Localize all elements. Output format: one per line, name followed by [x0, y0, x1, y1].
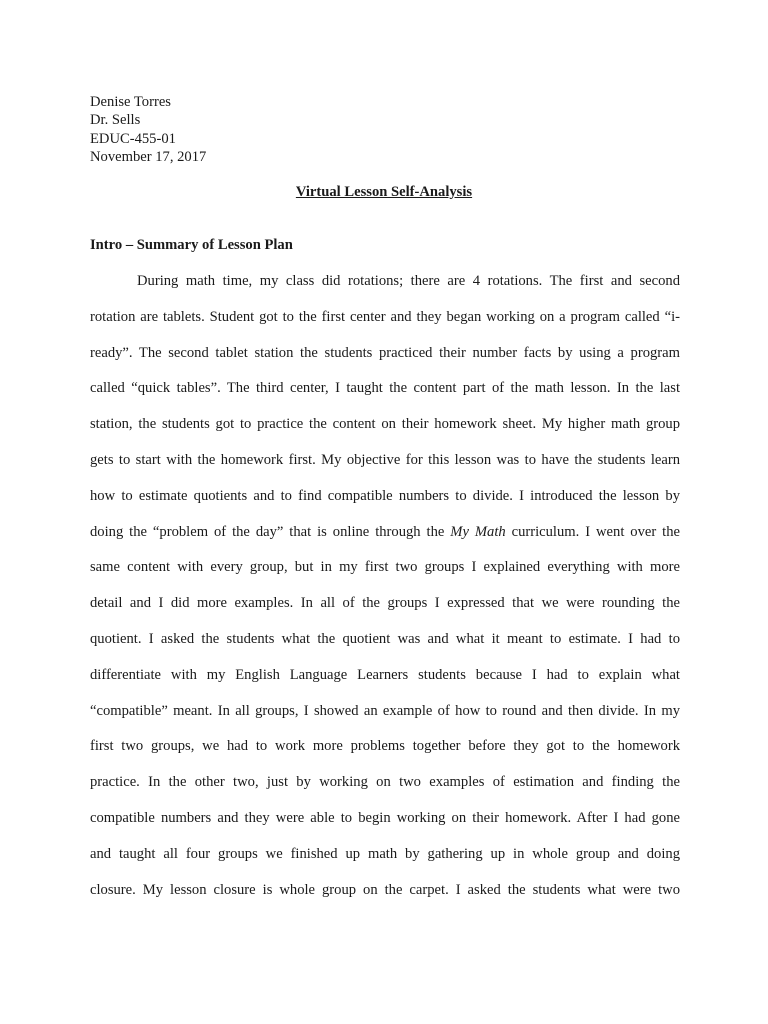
italic-text: My Math — [450, 523, 506, 540]
document-title: Virtual Lesson Self-Analysis — [295, 184, 473, 200]
body-line: called “quick tables”. The third center, I taught the content part of the math lesson. In the last — [90, 380, 680, 397]
body-line: practice. In the other two, just by working on two examples of estimation and finding the — [90, 774, 680, 791]
body-line: quotient. I asked the students what the quotient was and what it meant to estimate. I had to — [90, 630, 680, 647]
body-line: same content with every group, but in my first two groups I explained everything with more — [90, 559, 680, 576]
body-paragraph — [90, 270, 680, 914]
student-name: Denise Torres — [90, 94, 171, 110]
body-line: rotation are tablets. Student got to the first center and they began working on a program called “i- — [90, 308, 680, 325]
section-heading: Intro – Summary of Lesson Plan — [90, 237, 293, 253]
document-date: November 17, 2017 — [90, 148, 207, 165]
body-line: differentiate with my English Language Learners students because I had to explain what — [90, 666, 680, 683]
body-line: “compatible” meant. In all groups, I showed an example of how to round and then divide. In my — [90, 702, 680, 719]
course-code: EDUC-455-01 — [90, 130, 176, 147]
body-line: how to estimate quotients and to find compatible numbers to divide. I introduced the lesson by — [90, 487, 680, 504]
body-text-segment: curriculum. I went over the — [505, 523, 680, 540]
body-line: and taught all four groups we finished up math by gathering up in whole group and doing — [90, 845, 680, 862]
body-line: closure. My lesson closure is whole group on the carpet. I asked the students what were two — [90, 881, 680, 898]
body-line: compatible numbers and they were able to begin working on their homework. After I had gone — [90, 809, 680, 826]
body-line: gets to start with the homework first. My objective for this lesson was to have the students learn — [90, 451, 680, 468]
body-line: first two groups, we had to work more problems together before they got to the homework — [90, 738, 680, 755]
body-line: detail and I did more examples. In all of the groups I expressed that we were rounding the — [90, 595, 680, 612]
body-line: ready”. The second tablet station the students practiced their number facts by using a program — [90, 344, 680, 361]
body-line — [90, 521, 680, 557]
body-line: station, the students got to practice the content on their homework sheet. My higher math group — [90, 416, 680, 433]
body-text-segment: doing the “problem of the day” that is online through the — [90, 523, 451, 540]
instructor-name: Dr. Sells — [90, 112, 141, 129]
body-line: During math time, my class did rotations; there are 4 rotations. The first and second — [137, 273, 680, 289]
header-block — [90, 93, 206, 166]
